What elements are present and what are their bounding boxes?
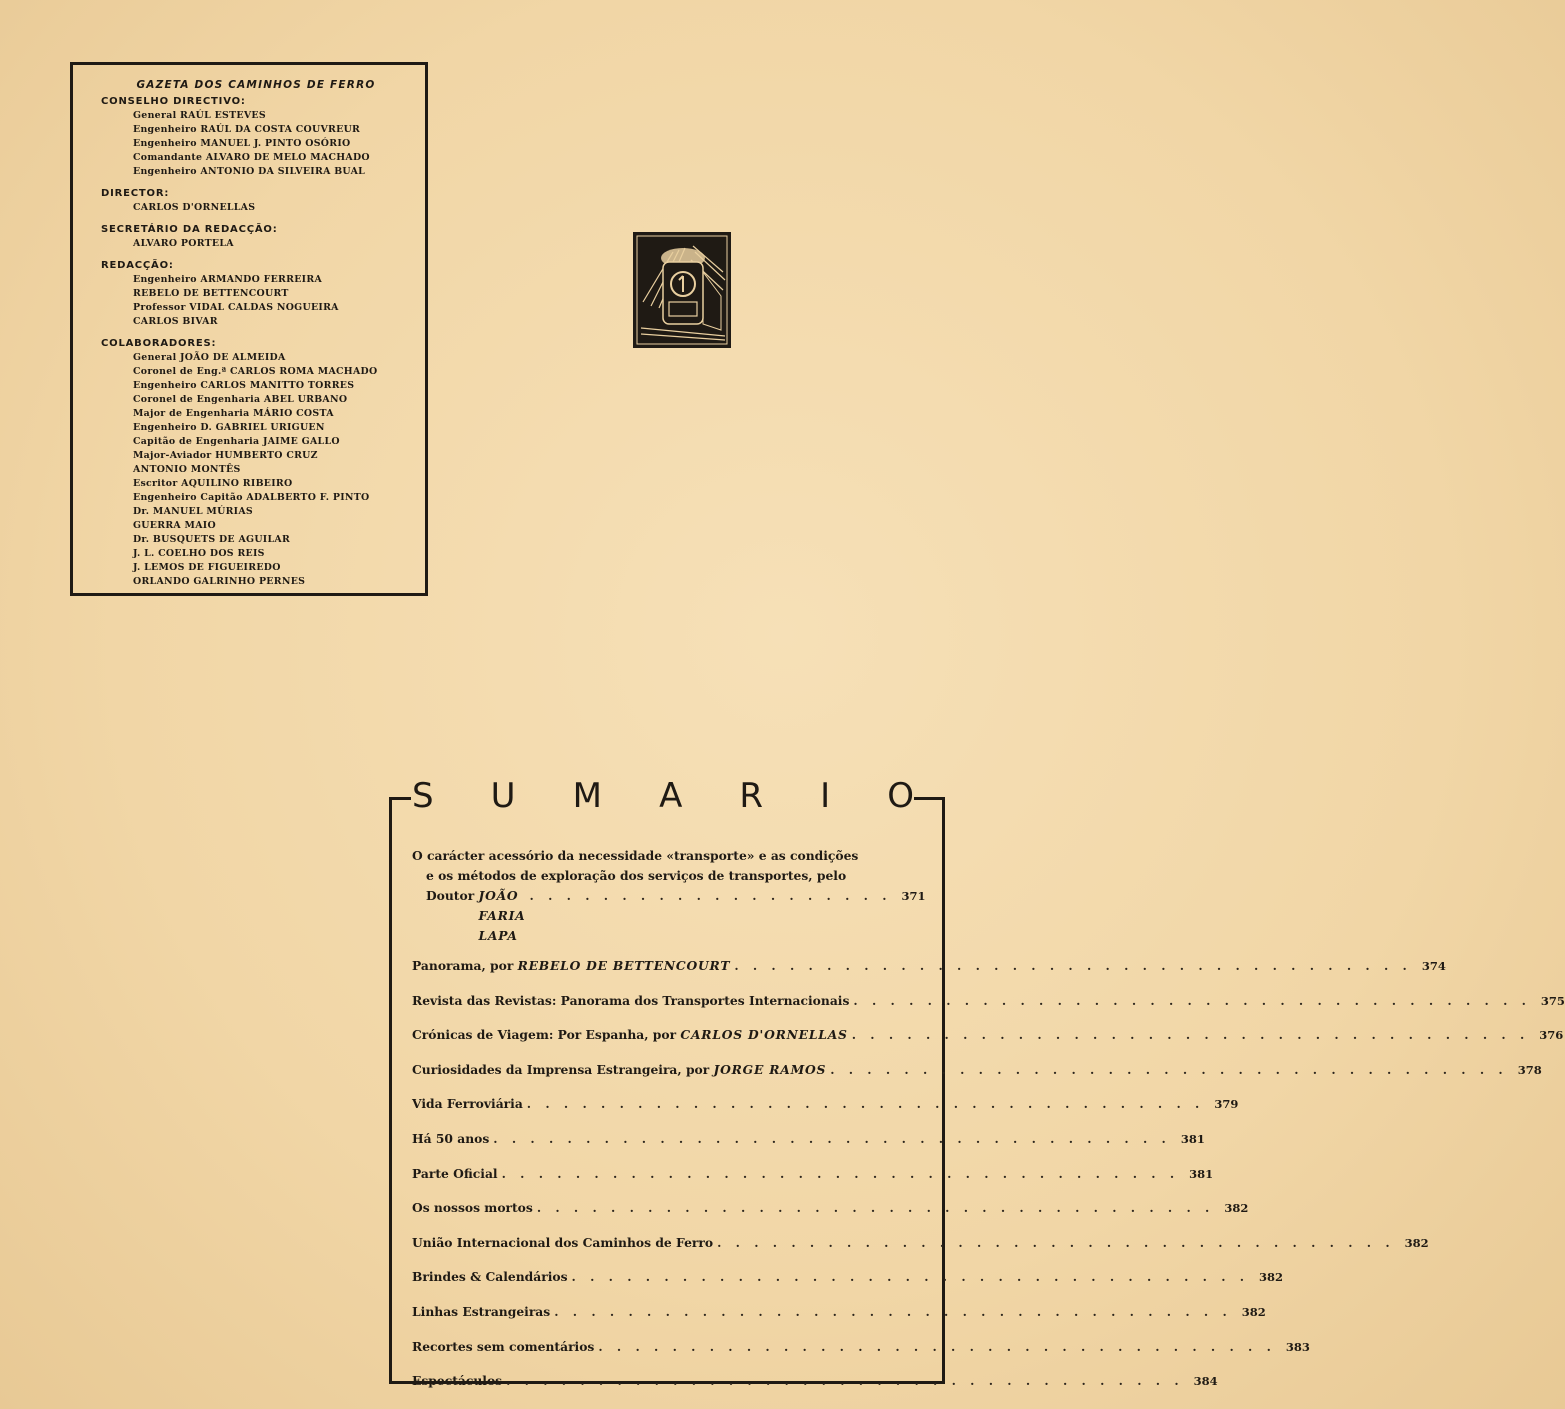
toc-entry[interactable] [412, 1337, 1310, 1372]
staff-member-list [101, 201, 411, 215]
toc-entry[interactable] [412, 991, 1565, 1026]
toc-entry-line: e os métodos de exploração dos serviços de transportes, pelo [426, 868, 847, 883]
staff-member: General JOÃO DE ALMEIDA [133, 352, 286, 363]
staff-section-heading: CONSELHO DIRECTIVO: [101, 96, 246, 107]
leader-dots: . . . . . . . . . . . . . . . . . . . . . . . . . . . . . . . . . . . . . [526, 1096, 1205, 1112]
staff-member: Dr. BUSQUETS DE AGUILAR [133, 534, 291, 545]
staff-member: J. LEMOS DE FIGUEIREDO [133, 562, 281, 573]
toc-entry[interactable] [412, 1302, 1266, 1337]
staff-member: Engenheiro D. GABRIEL URIGUEN [133, 422, 325, 433]
toc-page-number: 382 [1224, 1201, 1249, 1216]
staff-member-list [101, 237, 411, 251]
leader-dots: . . . . . . . . . . . . . . . . . . . . . . . . . . . . . . . . . . . . . [734, 958, 1412, 973]
staff-member: Engenheiro RAÚL DA COSTA COUVREUR [133, 124, 361, 135]
staff-box-title: GAZETA DOS CAMINHOS DE FERRO [136, 79, 376, 91]
sumario-title-letter: S [412, 776, 434, 816]
toc-entry-prefix: Doutor [426, 888, 475, 903]
toc-page-number: 375 [1540, 993, 1565, 1008]
sumario-title-letter: O [887, 776, 914, 816]
staff-member: CARLOS D'ORNELLAS [133, 202, 256, 213]
staff-section-heading: DIRECTOR: [101, 188, 170, 199]
sumario-title-letter: I [820, 776, 831, 816]
toc-entry[interactable] [412, 956, 1446, 991]
leader-dots: . . . . . . . . . . . . . . . . . . . . . . . . . . . . . . . . . . . . . [554, 1303, 1232, 1319]
toc-entry-title: Brindes & Calendários [412, 1269, 568, 1285]
staff-member: Coronel de Engenharia ABEL URBANO [133, 394, 348, 405]
toc-page-number: 384 [1193, 1374, 1218, 1389]
toc-page-number: 383 [1285, 1339, 1310, 1354]
staff-member: Escritor AQUILINO RIBEIRO [133, 478, 293, 489]
staff-section-heading: SECRETÁRIO DA REDACÇÃO: [101, 224, 278, 235]
leader-dots: . . . . . . . . . . . . . . . . . . . . . . . . . . . . . . . . . . . . . [853, 992, 1531, 1008]
toc-entry-title: Há 50 anos [412, 1130, 490, 1146]
toc-entry-title: Panorama, por [412, 958, 514, 973]
staff-member: Capitão de Engenharia JAIME GALLO [133, 436, 340, 447]
toc-entry-title: Espectáculos [412, 1373, 503, 1389]
toc-entry-author: JOÃO FARIA LAPA [478, 888, 526, 943]
staff-member-list [101, 351, 411, 589]
staff-member: Dr. MANUEL MÚRIAS [133, 506, 254, 517]
staff-member: ORLANDO GALRINHO PERNES [133, 576, 306, 587]
staff-member-list [101, 273, 411, 329]
leader-dots: . . . . . . . . . . . . . . . . . . . . . . . . . . . . . . . . . . . . . [571, 1269, 1250, 1285]
staff-member: CARLOS BIVAR [133, 316, 218, 327]
toc-page-number: 371 [901, 889, 926, 903]
staff-member: ANTONIO MONTÊS [133, 464, 241, 475]
toc-entry[interactable] [412, 1164, 1214, 1199]
leader-dots: . . . . . . . . . . . . . . . . . . . . . . . . . . . . . . . . . . . . . [536, 1200, 1215, 1216]
staff-member: Comandante ALVARO DE MELO MACHADO [133, 152, 370, 163]
staff-member: ALVARO PORTELA [133, 238, 234, 249]
toc-entry-title: Recortes sem comentários [412, 1338, 595, 1354]
toc-entry[interactable] [412, 1233, 1429, 1268]
toc-entry[interactable] [412, 1129, 1205, 1164]
staff-member: Engenheiro MANUEL J. PINTO OSÓRIO [133, 138, 351, 149]
leader-dots: . . . . . . . . . . . . . . . . . . . . . . . . . . . . . . . . . . . . . [717, 1234, 1395, 1250]
toc-entry[interactable] [412, 1025, 1564, 1060]
staff-member: Engenheiro CARLOS MANITTO TORRES [133, 380, 355, 391]
locomotive-woodcut-icon [633, 232, 731, 348]
toc-entry-title: Crónicas de Viagem: Por Espanha, por [412, 1027, 677, 1043]
toc-entry-title: Revista das Revistas: Panorama dos Transportes Internacionais [412, 992, 850, 1008]
toc-entry-author: REBELO DE BETTENCOURT [517, 958, 731, 973]
staff-member: Engenheiro ARMANDO FERREIRA [133, 274, 323, 285]
toc-page-number: 374 [1421, 959, 1446, 973]
toc-entry[interactable] [412, 1267, 1284, 1302]
staff-section-heading: COLABORADORES: [101, 338, 217, 349]
staff-sections [101, 95, 411, 589]
toc-page-number: 381 [1189, 1166, 1214, 1181]
leader-dots: . . . . . . . . . . . . . . . . . . . . . . . . . . . . . . . . . . . . . [830, 1061, 1508, 1077]
toc-entry-title: Curiosidades da Imprensa Estrangeira, por [412, 1061, 710, 1077]
staff-member: REBELO DE BETTENCOURT [133, 288, 289, 299]
toc-page-number: 382 [1404, 1235, 1429, 1250]
staff-member: Professor VIDAL CALDAS NOGUEIRA [133, 302, 339, 313]
staff-member: Engenheiro Capitão ADALBERTO F. PINTO [133, 492, 370, 503]
staff-section-heading: REDACÇÃO: [101, 260, 174, 271]
toc-entry[interactable] [412, 1371, 1218, 1406]
leader-dots: . . . . . . . . . . . . . . . . . . . . . . . . . . . . . . . . . . . . . [598, 1338, 1276, 1354]
sumario-title-letter: R [739, 776, 764, 816]
toc-page-number: 379 [1214, 1097, 1239, 1112]
staff-member: J. L. COELHO DOS REIS [133, 548, 265, 559]
toc-entry-title: União Internacional dos Caminhos de Ferro [412, 1234, 714, 1250]
toc-entry-title: Linhas Estrangeiras [412, 1303, 551, 1319]
leader-dots: . . . . . . . . . . . . . . . . . . . . . . . . . . . . . . . . . . . . . [851, 1027, 1530, 1043]
toc-page-number: 382 [1259, 1270, 1284, 1285]
toc-entry-author: JORGE RAMOS [713, 1061, 827, 1077]
staff-member: Major-Aviador HUMBERTO CRUZ [133, 450, 318, 461]
toc-entry[interactable] [412, 846, 926, 946]
leader-dots: . . . . . . . . . . . . . . . . . . . . . . . . . . . . . . . . . . . . . [501, 1165, 1180, 1181]
toc-entry-line: O carácter acessório da necessidade «transporte» e as condições [412, 848, 859, 863]
toc-entry-title: Os nossos mortos [412, 1200, 533, 1216]
sumario-title-letter: M [572, 776, 602, 816]
sumario-title-letter: U [490, 776, 516, 816]
toc-page-number: 382 [1241, 1304, 1266, 1319]
staff-member: General RAÚL ESTEVES [133, 110, 266, 121]
toc-entry-author: CARLOS D'ORNELLAS [680, 1027, 848, 1043]
toc-entry[interactable] [412, 1198, 1249, 1233]
toc-entry-title: Parte Oficial [412, 1165, 498, 1181]
toc-entry-line [412, 886, 926, 946]
sumario-title-letter: A [659, 776, 683, 816]
leader-dots: . . . . . . . . . . . . . . . . . . . . . . . . . . . . . . . . . . . . . [506, 1373, 1184, 1389]
leader-dots: . . . . . . . . . . . . . . . . . . . . [529, 888, 892, 903]
staff-member: GUERRA MAIO [133, 520, 216, 531]
toc-page-number: 381 [1180, 1131, 1205, 1146]
staff-member: Coronel de Eng.ª CARLOS ROMA MACHADO [133, 366, 378, 377]
staff-member: Engenheiro ANTONIO DA SILVEIRA BUAL [133, 166, 366, 177]
leader-dots: . . . . . . . . . . . . . . . . . . . . . . . . . . . . . . . . . . . . . [493, 1130, 1171, 1146]
table-of-contents [412, 846, 1565, 1406]
toc-page-number: 376 [1539, 1028, 1564, 1043]
toc-entry-title: Vida Ferroviária [412, 1096, 523, 1112]
sumario-title [412, 776, 914, 816]
editorial-staff-box [70, 62, 428, 596]
staff-member: Major de Engenharia MÁRIO COSTA [133, 408, 334, 419]
toc-entry[interactable] [412, 1060, 1542, 1095]
toc-entry[interactable] [412, 1094, 1239, 1129]
toc-page-number: 378 [1517, 1062, 1542, 1077]
staff-member-list [101, 109, 411, 179]
